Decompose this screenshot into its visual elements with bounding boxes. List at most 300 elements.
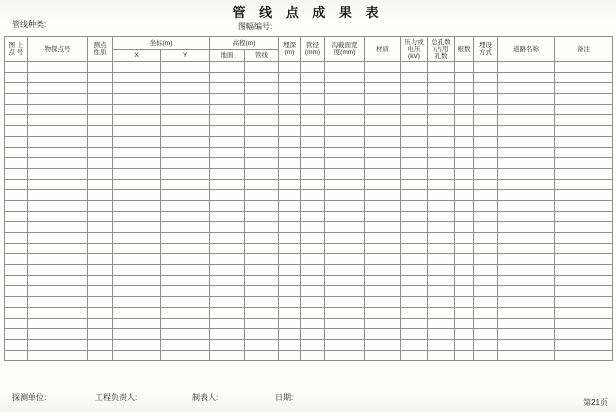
table-cell [5,318,28,329]
col-header-coord-x [113,50,161,62]
table-cell [279,94,301,105]
table-cell [28,254,88,265]
table-cell [498,104,555,115]
table-cell [245,104,279,115]
table-cell [325,126,365,137]
survey-unit-label: 探测单位: [12,393,47,402]
table-cell [301,254,325,265]
table-cell [325,147,365,158]
table-cell [428,94,455,105]
table-cell [474,350,498,361]
header-line: 备注 [577,45,590,53]
table-cell [428,147,455,158]
table-cell [161,339,210,350]
table-cell [498,62,555,73]
table-cell [498,233,555,244]
table-cell [428,275,455,286]
table-cell [498,158,555,169]
table-cell [455,339,474,350]
table-cell [455,254,474,265]
table-cell [88,179,113,190]
table-cell [325,329,365,340]
header-line: 方式 [479,49,492,56]
table-cell [88,222,113,233]
col-header-map-point-no [5,37,28,62]
table-cell [5,286,28,297]
table-cell [428,190,455,201]
table-row [5,179,613,190]
table-cell [325,286,365,297]
table-cell [113,233,161,244]
table-cell [401,275,428,286]
col-header-pressure-voltage [401,37,428,62]
table-cell [555,233,613,244]
table-cell [555,350,613,361]
col-header-point-nature [88,37,113,62]
table-cell [28,115,88,126]
table-cell [210,297,245,308]
table-cell [498,243,555,254]
table-cell [498,94,555,105]
table-cell [474,126,498,137]
table-cell [5,275,28,286]
table-cell [279,307,301,318]
table-cell [555,275,613,286]
table-cell [301,243,325,254]
table-cell [555,83,613,94]
table-cell [555,200,613,211]
table-cell [161,265,210,276]
col-group-elevation [210,37,279,50]
table-cell [365,233,401,244]
table-cell [498,318,555,329]
table-cell [325,62,365,73]
header-line: 电压 [407,45,421,53]
table-cell [301,200,325,211]
table-cell [325,275,365,286]
table-cell [455,297,474,308]
table-cell [474,233,498,244]
table-cell [279,200,301,211]
table-cell [428,72,455,83]
table-cell [279,233,301,244]
table-cell [555,265,613,276]
table-cell [210,243,245,254]
table-cell [5,136,28,147]
table-cell [245,94,279,105]
table-cell [401,72,428,83]
col-header-depth [279,37,301,62]
table-cell [5,211,28,222]
table-cell [365,339,401,350]
table-cell [113,200,161,211]
table-cell [5,147,28,158]
table-row [5,158,613,169]
table-cell [401,350,428,361]
table-cell [474,275,498,286]
table-cell [210,307,245,318]
table-cell [401,286,428,297]
table-cell [301,350,325,361]
table-cell [325,307,365,318]
table-cell [28,265,88,276]
table-row [5,222,613,233]
table-cell [245,339,279,350]
table-cell [474,72,498,83]
table-cell [428,104,455,115]
table-cell [88,329,113,340]
table-cell [455,200,474,211]
col-header-coord-y [161,50,210,62]
header-line: 压力或 [404,38,424,46]
table-cell [113,104,161,115]
table-cell [474,339,498,350]
header-line: 总孔数 [431,38,451,46]
table-row [5,83,613,94]
table-cell [210,318,245,329]
table-cell [161,243,210,254]
table-cell [279,72,301,83]
table-cell [5,190,28,201]
table-cell [301,318,325,329]
table-cell [365,297,401,308]
table-cell [498,190,555,201]
table-cell [279,211,301,222]
table-cell [88,339,113,350]
table-cell [474,329,498,340]
table-row [5,94,613,105]
table-cell [401,339,428,350]
table-cell [113,179,161,190]
table-cell [113,243,161,254]
table-cell [245,329,279,340]
table-cell [455,72,474,83]
table-cell [301,104,325,115]
table-cell [161,211,210,222]
table-row [5,136,613,147]
table-cell [301,94,325,105]
table-cell [474,136,498,147]
table-cell [161,126,210,137]
project-manager-label: 工程负责人: [95,393,138,402]
table-cell [245,158,279,169]
table-cell [498,350,555,361]
table-cell [455,350,474,361]
header-line: Y [182,52,188,59]
header-line: X [134,52,139,59]
table-cell [88,115,113,126]
table-cell [28,158,88,169]
table-cell [113,350,161,361]
table-cell [279,168,301,179]
table-cell [428,211,455,222]
table-cell [474,254,498,265]
table-cell [28,126,88,137]
table-cell [301,211,325,222]
table-cell [5,297,28,308]
table-cell [279,339,301,350]
table-cell [245,297,279,308]
table-cell [365,104,401,115]
table-cell [498,222,555,233]
table-row [5,233,613,244]
table-cell [474,190,498,201]
table-cell [279,275,301,286]
table-cell [498,329,555,340]
table-cell [428,200,455,211]
table-cell [113,307,161,318]
col-header-survey-point-no [28,37,88,62]
table-cell [498,297,555,308]
table-cell [474,104,498,115]
table-cell [428,318,455,329]
page-title: 管 线 点 成 果 表 [232,5,384,20]
header-line: /占用 [433,45,449,53]
table-cell [325,115,365,126]
table-cell [279,254,301,265]
table-cell [113,211,161,222]
table-cell [455,147,474,158]
page-number: 第21页 [583,398,608,407]
table-cell [365,136,401,147]
table-cell [210,339,245,350]
table-cell [28,339,88,350]
table-cell [428,158,455,169]
header-line: 度(mm) [333,49,356,56]
header-line: 地面 [220,52,234,59]
header-line: (m) [284,49,295,56]
table-cell [279,136,301,147]
table-cell [210,168,245,179]
table-cell [365,168,401,179]
table-cell [88,190,113,201]
table-cell [5,339,28,350]
table-cell [161,297,210,308]
table-cell [498,179,555,190]
table-cell [245,62,279,73]
table-cell [365,243,401,254]
table-cell [245,190,279,201]
table-cell [401,83,428,94]
table-cell [113,136,161,147]
col-header-road-name [498,37,555,62]
table-cell [455,190,474,201]
table-row [5,62,613,73]
table-cell [325,72,365,83]
table-cell [474,62,498,73]
table-cell [113,94,161,105]
table-cell [455,83,474,94]
table-cell [401,200,428,211]
table-cell [474,297,498,308]
table-cell [401,126,428,137]
table-cell [498,168,555,179]
table-cell [161,62,210,73]
table-cell [88,147,113,158]
table-cell [401,115,428,126]
table-row [5,147,613,158]
table-cell [428,254,455,265]
table-cell [498,339,555,350]
table-cell [245,243,279,254]
table-cell [245,168,279,179]
table-cell [474,147,498,158]
table-cell [365,115,401,126]
table-cell [365,211,401,222]
header-line: (mm) [304,49,321,56]
table-cell [555,339,613,350]
table-cell [555,136,613,147]
col-header-hole-count [428,37,455,62]
table-cell [245,200,279,211]
table-cell [210,350,245,361]
table-cell [245,136,279,147]
table-row [5,297,613,308]
table-cell [279,147,301,158]
table-cell [325,94,365,105]
header-line: 管径 [306,42,319,49]
table-row [5,115,613,126]
col-group-coordinates [113,37,210,50]
table-cell [5,168,28,179]
table-cell [498,265,555,276]
table-cell [5,158,28,169]
table-cell [210,190,245,201]
table-cell [279,104,301,115]
table-cell [428,83,455,94]
table-cell [245,222,279,233]
table-cell [455,104,474,115]
header-line: 埋深 [283,42,296,49]
table-cell [5,62,28,73]
table-row [5,265,613,276]
table-cell [474,211,498,222]
table-cell [498,275,555,286]
header-line: 孔数 [434,52,448,60]
table-cell [428,222,455,233]
table-cell [325,136,365,147]
preparer-label: 制表人: [192,393,219,402]
table-cell [555,72,613,83]
table-cell [474,115,498,126]
table-cell [325,158,365,169]
header-line: 道路名称 [513,45,539,53]
table-cell [88,126,113,137]
table-cell [28,83,88,94]
table-cell [161,168,210,179]
table-cell [365,307,401,318]
table-cell [88,286,113,297]
table-cell [279,297,301,308]
table-cell [455,307,474,318]
table-cell [498,115,555,126]
table-cell [88,211,113,222]
table-cell [28,200,88,211]
table-cell [555,147,613,158]
table-cell [279,83,301,94]
table-cell [161,329,210,340]
table-cell [113,254,161,265]
table-cell [210,83,245,94]
table-cell [428,286,455,297]
table-cell [301,158,325,169]
table-cell [301,62,325,73]
table-cell [474,83,498,94]
table-cell [161,222,210,233]
table-row [5,318,613,329]
table-cell [555,286,613,297]
table-cell [401,265,428,276]
table-cell [5,254,28,265]
table-cell [88,72,113,83]
table-cell [28,286,88,297]
table-cell [365,158,401,169]
table-cell [365,94,401,105]
table-cell [474,200,498,211]
table-body [5,62,613,361]
footer-row [0,392,616,404]
table-cell [161,190,210,201]
table-cell [161,233,210,244]
col-header-trench-width [325,37,365,62]
col-header-material [365,37,401,62]
table-cell [474,243,498,254]
table-cell [455,222,474,233]
table-cell [365,329,401,340]
table-row [5,286,613,297]
col-header-elev-ground [210,50,245,62]
col-header-diameter [301,37,325,62]
table-cell [245,211,279,222]
table-cell [365,265,401,276]
header-line: 坐标(m) [149,39,173,47]
table-cell [325,211,365,222]
header-line: 埋设 [479,42,492,49]
table-cell [161,350,210,361]
table-cell [28,190,88,201]
table-cell [28,297,88,308]
table-cell [428,62,455,73]
table-cell [401,179,428,190]
table-cell [161,179,210,190]
table-cell [401,147,428,158]
table-cell [498,254,555,265]
header-line: 根数 [457,45,471,53]
table-cell [474,286,498,297]
table-cell [301,72,325,83]
table-cell [365,126,401,137]
table-cell [401,104,428,115]
table-cell [113,83,161,94]
col-header-remarks [555,37,613,62]
table-cell [113,329,161,340]
table-cell [474,158,498,169]
table-cell [428,307,455,318]
table-cell [401,158,428,169]
table-cell [455,136,474,147]
table-cell [401,307,428,318]
table-cell [113,115,161,126]
table-cell [5,179,28,190]
table-cell [279,318,301,329]
table-cell [113,72,161,83]
table-cell [401,62,428,73]
table-cell [161,158,210,169]
table-cell [301,126,325,137]
table-cell [365,254,401,265]
table-cell [28,94,88,105]
table-cell [365,147,401,158]
